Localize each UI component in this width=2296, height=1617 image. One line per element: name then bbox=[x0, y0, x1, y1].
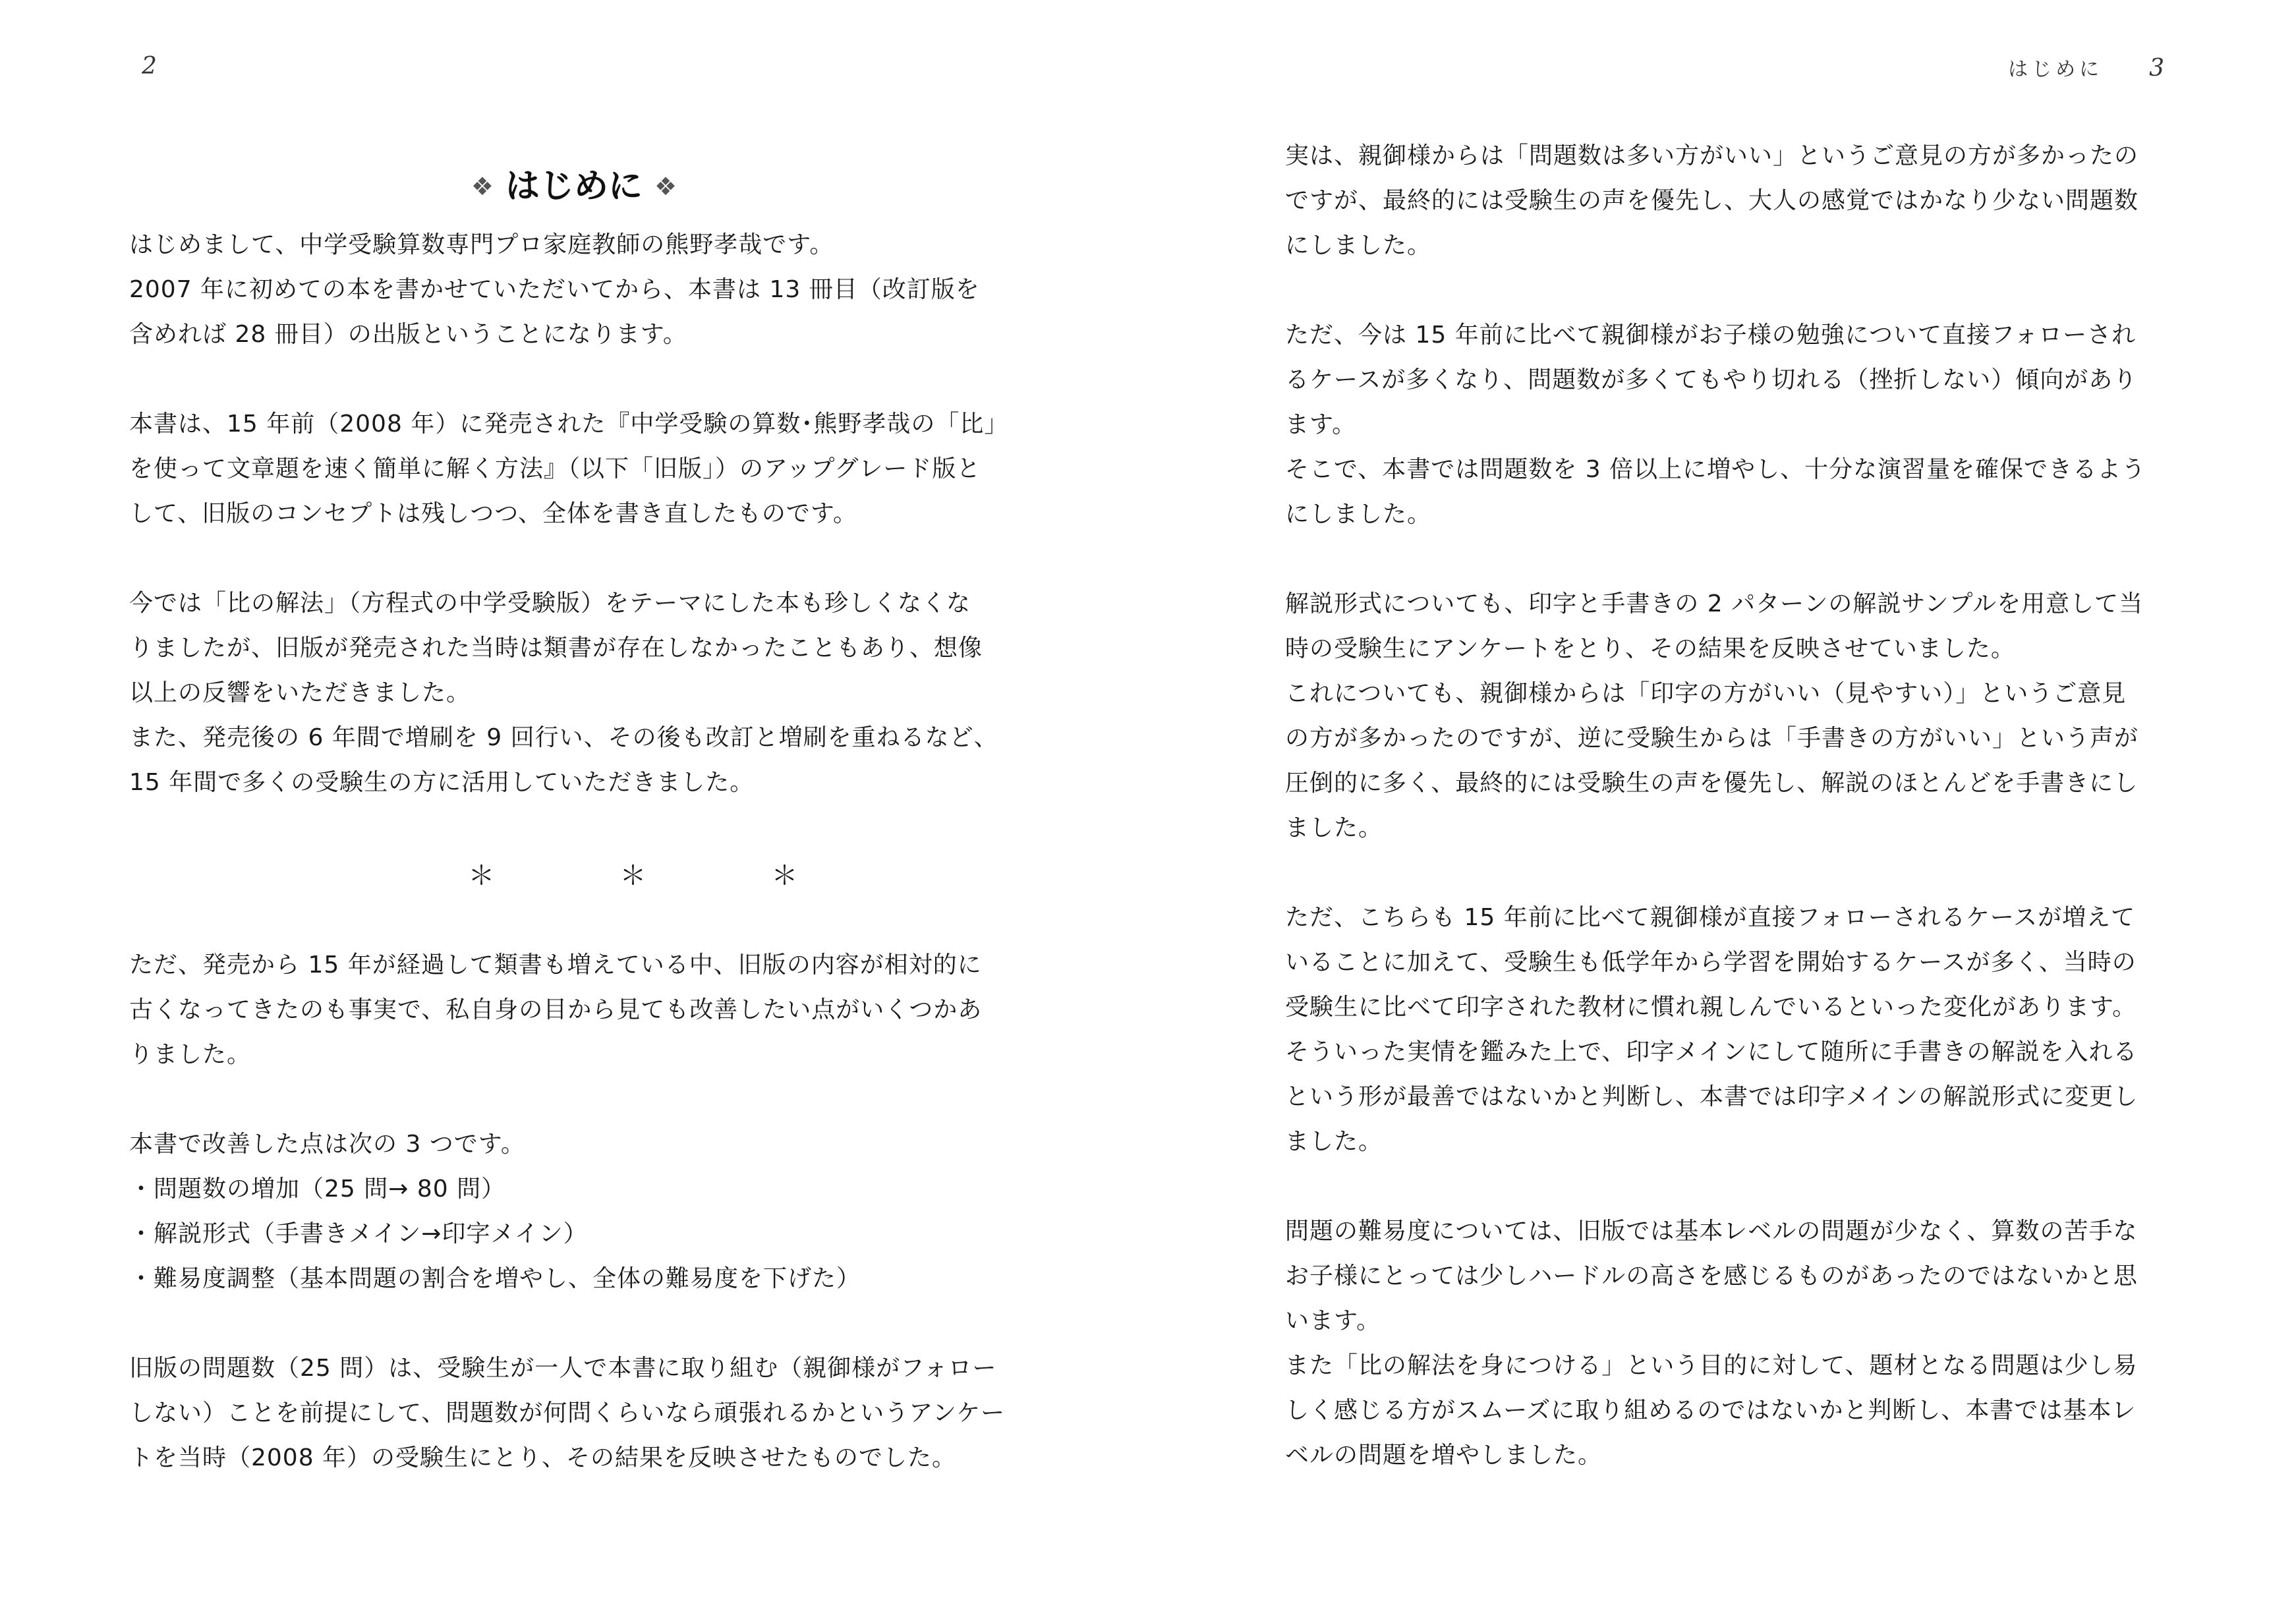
text-line: ました。 bbox=[1285, 1128, 1383, 1155]
text-line: 今では「比の解法」（方程式の中学受験版）をテーマにした本も珍しくなくな bbox=[129, 590, 971, 617]
running-head bbox=[2008, 53, 2164, 82]
text-line: しく感じる方がスムーズに取り組めるのではないかと判断し、本書では基本レ bbox=[1285, 1397, 2137, 1424]
text-line: 受験生に比べて印字された教材に慣れ親しんでいるといった変化があります。 bbox=[1285, 994, 2137, 1021]
paragraph-gap bbox=[129, 805, 1025, 850]
text-line: 含めれば 28 冊目）の出版ということになります。 bbox=[129, 321, 687, 348]
text-line: にしました。 bbox=[1285, 501, 1432, 528]
text-line: して、旧版のコンセプトは残しつつ、全体を書き直したものです。 bbox=[129, 500, 857, 527]
text-line: しない）ことを前提にして、問題数が何問くらいなら頑張れるかというアンケー bbox=[129, 1400, 1006, 1427]
text-line: 旧版の問題数（25 問）は、受験生が一人で本書に取り組む（親御様がフォロー bbox=[129, 1355, 997, 1382]
text-line: また、発売後の 6 年間で増刷を 9 回行い、その後も改訂と増刷を重ねるなど、 bbox=[129, 724, 998, 751]
text-line: 2007 年に初めての本を書かせていただいてから、本書は 13 冊目（改訂版を bbox=[129, 276, 980, 303]
chapter-title bbox=[0, 160, 1148, 213]
text-line: の方が多かったのですが、逆に受験生からは「手書きの方がいい」という声が bbox=[1285, 725, 2139, 752]
text-line: ました。 bbox=[1285, 814, 1383, 841]
text-line: を使って文章題を速く簡単に解く方法』（以下「旧版」）のアップグレード版と bbox=[129, 455, 981, 482]
text-line: います。 bbox=[1285, 1307, 1381, 1334]
text-line: 圧倒的に多く、最終的には受験生の声を優先し、解説のほとんどを手書きにし bbox=[1285, 770, 2138, 797]
paragraph-gap bbox=[129, 357, 1025, 402]
text-line: るケースが多くなり、問題数が多くてもやり切れる（挫折しない）傾向があり bbox=[1285, 366, 2138, 393]
running-head-title: はじめに bbox=[2008, 58, 2104, 81]
text-line: ですが、最終的には受験生の声を優先し、大人の感覚ではかなり少ない問題数 bbox=[1285, 187, 2139, 214]
list-item: ・解説形式（手書きメイン→印字メイン） bbox=[129, 1220, 588, 1247]
text-line: ベルの問題を増やしました。 bbox=[1285, 1442, 1603, 1469]
asterisk-icon: ＊ bbox=[619, 861, 647, 891]
right-page bbox=[1148, 0, 2296, 1617]
ornament-icon: ❖ bbox=[654, 171, 677, 201]
text-line: りましたが、旧版が発売された当時は類書が存在しなかったこともあり、想像 bbox=[129, 635, 983, 662]
text-line: 実は、親御様からは「問題数は多い方がいい」というご意見の方が多かったの bbox=[1285, 142, 2139, 169]
ornament-icon: ❖ bbox=[471, 171, 494, 201]
text-line: お子様にとっては少しハードルの高さを感じるものがあったのではないかと思 bbox=[1285, 1262, 2138, 1290]
text-line: という形が最善ではないかと判断し、本書では印字メインの解説形式に変更し bbox=[1285, 1083, 2138, 1110]
text-line: これについても、親御様からは「印字の方がいい（見やすい）」というご意見 bbox=[1285, 680, 2127, 707]
text-line: 古くなってきたのも事実で、私自身の目から見ても改善したい点がいくつかあ bbox=[129, 996, 983, 1023]
section-separator bbox=[129, 850, 1025, 898]
text-line: はじめまして、中学受験算数専門プロ家庭教師の熊野孝哉です。 bbox=[129, 231, 834, 258]
text-line: そこで、本書では問題数を 3 倍以上に増やし、十分な演習量を確保できるよう bbox=[1285, 456, 2146, 483]
text-line: 問題の難易度については、旧版では基本レベルの問題が少なく、算数の苦手な bbox=[1285, 1218, 2138, 1245]
list-item: ・問題数の増加（25 問→ 80 問） bbox=[129, 1176, 506, 1203]
text-line: にしました。 bbox=[1285, 232, 1432, 259]
paragraph-gap bbox=[129, 1077, 1025, 1122]
text-line: ただ、今は 15 年前に比べて親御様がお子様の勉強について直接フォローされ bbox=[1285, 322, 2137, 349]
text-line: ただ、発売から 15 年が経過して類書も増えている中、旧版の内容が相対的に bbox=[129, 951, 982, 979]
text-line: 以上の反響をいただきました。 bbox=[129, 679, 471, 706]
right-body-text bbox=[1285, 134, 2181, 1478]
text-line: 本書は、15 年前（2008 年）に発売された『中学受験の算数･熊野孝哉の「比」 bbox=[129, 411, 1009, 438]
chapter-title-text: はじめに bbox=[505, 166, 643, 206]
text-line: 時の受験生にアンケートをとり、その結果を反映させていました。 bbox=[1285, 635, 2015, 662]
page-number: 2 bbox=[142, 53, 157, 80]
asterisk-icon: ＊ bbox=[771, 861, 799, 891]
text-line: ただ、こちらも 15 年前に比べて親御様が直接フォローされるケースが増えて bbox=[1285, 904, 2136, 931]
text-line: ます。 bbox=[1285, 411, 1357, 438]
text-line: トを当時（2008 年）の受験生にとり、その結果を反映させたものでした。 bbox=[129, 1444, 957, 1471]
left-body-text bbox=[129, 223, 1025, 1481]
paragraph-gap bbox=[129, 536, 1025, 581]
paragraph-gap bbox=[1285, 1164, 2181, 1209]
text-line: また「比の解法を身につける」という目的に対して、題材となる問題は少し易 bbox=[1285, 1352, 2138, 1379]
paragraph-gap bbox=[1285, 537, 2181, 582]
text-line: 本書で改善した点は次の 3 つです。 bbox=[129, 1131, 525, 1158]
paragraph-gap bbox=[1285, 268, 2181, 313]
text-line: そういった実情を鑑みた上で、印字メインにして随所に手書きの解説を入れる bbox=[1285, 1038, 2138, 1065]
text-line: いることに加えて、受験生も低学年から学習を開始するケースが多く、当時の bbox=[1285, 949, 2137, 976]
list-item: ・難易度調整（基本問題の割合を増やし、全体の難易度を下げた） bbox=[129, 1265, 861, 1292]
paragraph-gap bbox=[129, 898, 1025, 943]
text-line: 15 年間で多くの受験生の方に活用していただきました。 bbox=[129, 769, 755, 796]
text-line: りました。 bbox=[129, 1041, 252, 1068]
paragraph-gap bbox=[1285, 851, 2181, 895]
text-line: 解説形式についても、印字と手書きの 2 パターンの解説サンプルを用意して当 bbox=[1285, 590, 2144, 617]
asterisk-icon: ＊ bbox=[468, 861, 496, 891]
page-number: 3 bbox=[2149, 55, 2164, 82]
paragraph-gap bbox=[129, 1301, 1025, 1346]
